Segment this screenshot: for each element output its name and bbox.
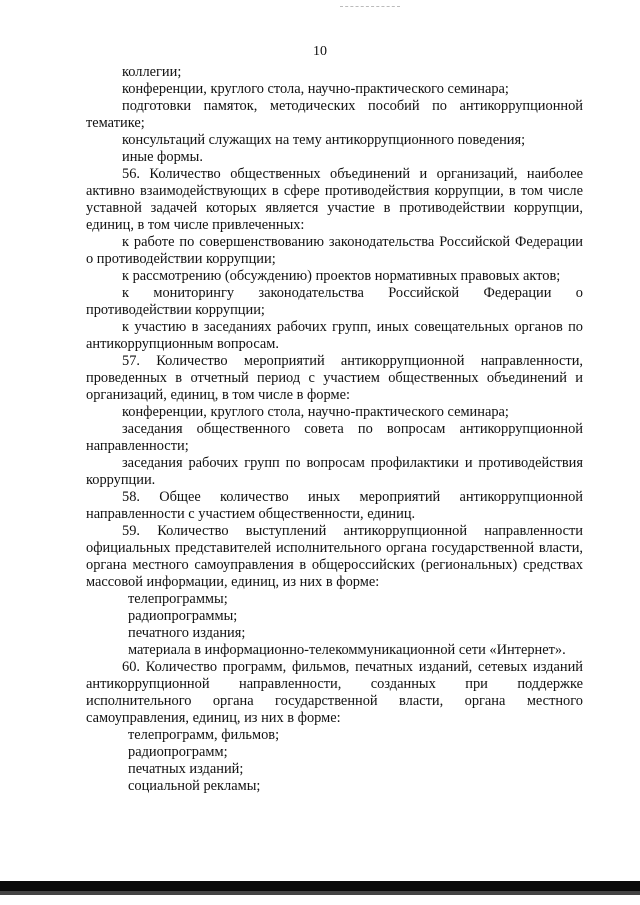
paragraph: радиопрограмм;: [128, 744, 228, 760]
paragraph: конференции, круглого стола, научно-практического семинара;: [122, 81, 509, 97]
paragraph: социальной рекламы;: [128, 778, 261, 794]
paragraph: телепрограмм, фильмов;: [128, 727, 280, 743]
paragraph: подготовки памяток, методических пособий по антикоррупционной тематике;: [86, 98, 583, 131]
paragraph: 59. Количество выступлений антикоррупционной направленности официальных представителей исполнительного органа государственной власти, органа местного самоуправления в общероссийских (региональных) средствах массовой информации, единиц, из них в форме:: [86, 523, 583, 590]
paragraph: заседания общественного совета по вопросам антикоррупционной направленности;: [86, 421, 583, 454]
paragraph: конференции, круглого стола, научно-практического семинара;: [122, 404, 509, 420]
scan-artifact-top: [340, 6, 400, 8]
page-number: 10: [313, 44, 327, 59]
paragraph: к работе по совершенствованию законодательства Российской Федерации о противодействии коррупции;: [86, 234, 583, 267]
paragraph: печатного издания;: [128, 625, 246, 641]
paragraph: к мониторингу законодательства Российской Федерации о противодействии коррупции;: [86, 285, 583, 318]
scan-border-bottom-shadow: [0, 891, 640, 895]
paragraph: консультаций служащих на тему антикоррупционного поведения;: [122, 132, 526, 148]
paragraph: материала в информационно-телекоммуникационной сети «Интернет».: [128, 642, 566, 658]
paragraph: 58. Общее количество иных мероприятий антикоррупционной направленности с участием общественности, единиц.: [86, 489, 583, 522]
paragraph: заседания рабочих групп по вопросам профилактики и противодействия коррупции.: [86, 455, 583, 488]
paragraph: к участию в заседаниях рабочих групп, иных совещательных органов по антикоррупционным вопросам.: [86, 319, 583, 352]
paragraph: коллегии;: [122, 64, 182, 80]
paragraph: 56. Количество общественных объединений и организаций, наиболее активно взаимодействующих в сфере противодействия коррупции, в том числе уставной задачей которых является участие в противодействии коррупции, единиц, в том числе привлеченных:: [86, 166, 583, 233]
paragraph: иные формы.: [122, 149, 203, 165]
paragraph: 60. Количество программ, фильмов, печатных изданий, сетевых изданий антикоррупционной направленности, созданных при поддержке исполнительного органа государственной власти, органа местного самоуправления, единиц, из них в форме:: [86, 659, 583, 726]
scan-border-bottom: [0, 881, 640, 891]
paragraph: телепрограммы;: [128, 591, 228, 607]
paragraph: 57. Количество мероприятий антикоррупционной направленности, проведенных в отчетный период с участием общественных объединений и организаций, единиц, в том числе в форме:: [86, 353, 583, 403]
document-body: [86, 64, 583, 795]
paragraph: печатных изданий;: [128, 761, 244, 777]
paragraph: радиопрограммы;: [128, 608, 238, 624]
paragraph: к рассмотрению (обсуждению) проектов нормативных правовых актов;: [122, 268, 561, 284]
